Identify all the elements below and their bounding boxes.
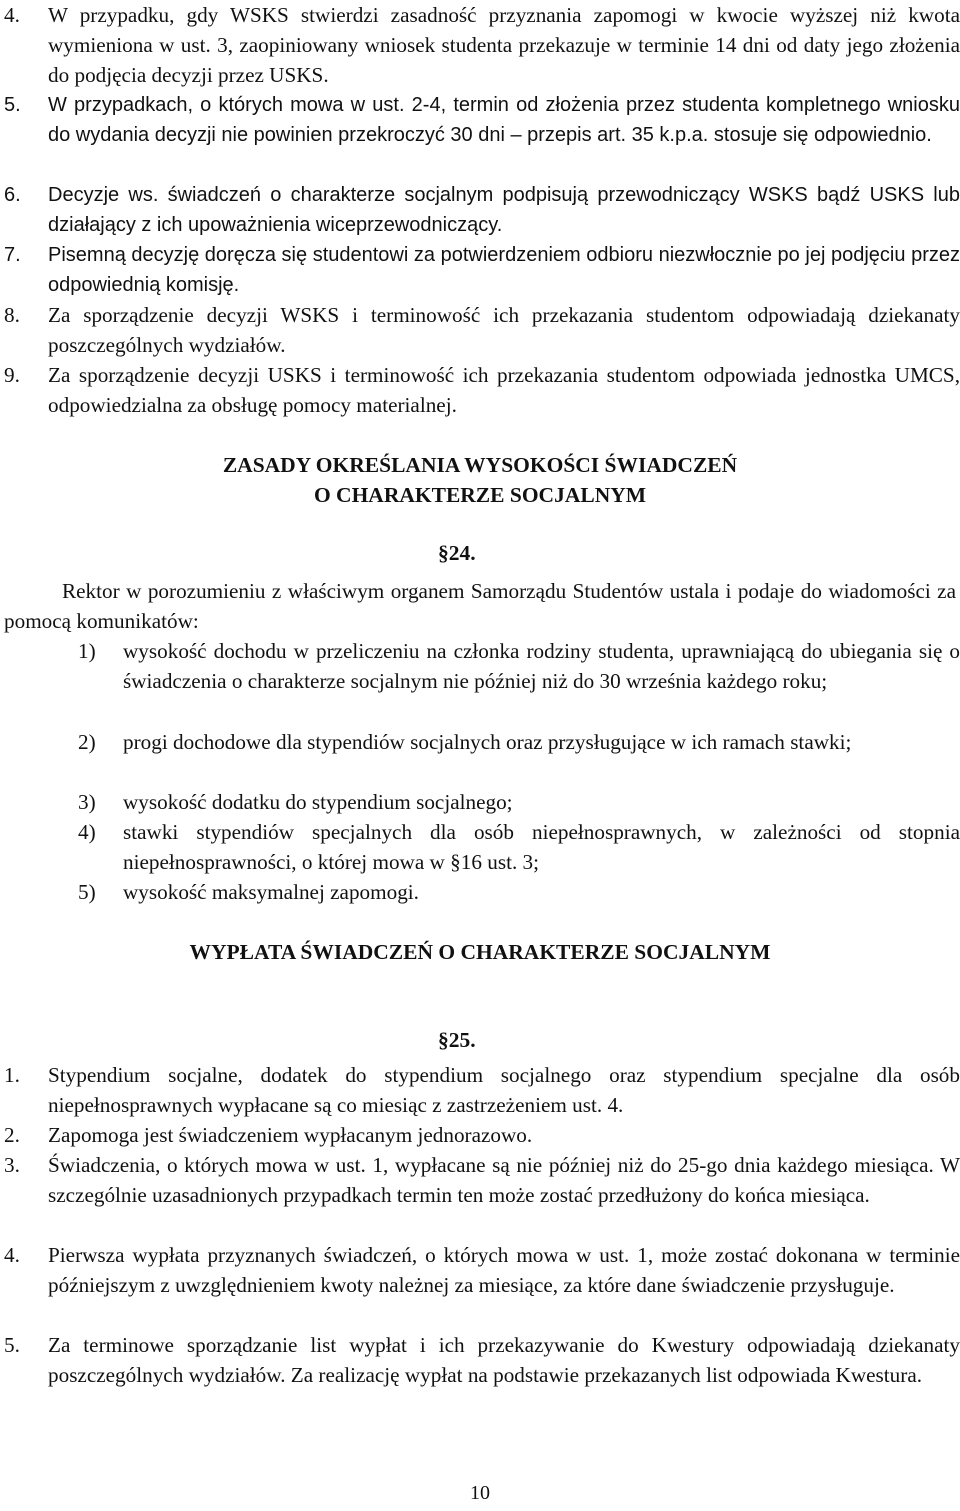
item-number: 1. bbox=[4, 1063, 20, 1087]
item-text: W przypadku, gdy WSKS stwierdzi zasadność przyznania zapomogi w kwocie wyższej niż kwota wymieniona w ust. 3, zaopiniowany wniosek studenta przekazuje w terminie 14 dni od daty jego złożenia do podjęcia decyzji przez USKS. bbox=[48, 3, 960, 87]
sublist-item-2 bbox=[78, 727, 960, 757]
section2-item-5 bbox=[0, 1330, 960, 1390]
item-text: Decyzje ws. świadczeń o charakterze socjalnym podpisują przewodniczący WSKS bądź USKS lub działający z ich upoważnienia wiceprzewodniczący. bbox=[48, 184, 960, 236]
section2-item-4 bbox=[0, 1240, 960, 1300]
item-number: 4) bbox=[78, 820, 96, 844]
section2-heading: WYPŁATA ŚWIADCZEŃ O CHARAKTERZE SOCJALNYM bbox=[189, 940, 771, 964]
item-text: Za terminowe sporządzanie list wypłat i ich przekazywanie do Kwestury odpowiadają dziekanaty poszczególnych wydziałów. Za realizację wypłat na podstawie przekazanych list odpowiada Kwestura. bbox=[48, 1333, 960, 1387]
item-text: Za sporządzenie decyzji USKS i terminowość ich przekazania studentom odpowiada jednostka UMCS, odpowiedzialna za obsługę pomocy materialnej. bbox=[48, 363, 960, 417]
item-text: Pisemną decyzję doręcza się studentowi za potwierdzeniem odbioru niezwłocznie po jej podjęciu przez odpowiednią komisję. bbox=[48, 244, 960, 296]
item-text: W przypadkach, o których mowa w ust. 2-4, termin od złożenia przez studenta kompletnego wniosku do wydania decyzji nie powinien przekroczyć 30 dni – przepis art. 35 k.p.a. stosuje się odpowiednio. bbox=[48, 94, 960, 146]
item-number: 4. bbox=[4, 1243, 20, 1267]
item-number: 2) bbox=[78, 730, 96, 754]
item-text: stawki stypendiów specjalnych dla osób niepełnosprawnych, w zależności od stopnia niepełnosprawności, o której mowa w §16 ust. 3; bbox=[123, 820, 960, 874]
paragraph-sign-25: §25. bbox=[438, 1028, 476, 1052]
list-item-4 bbox=[0, 0, 960, 90]
list-item-8 bbox=[0, 300, 960, 360]
list-item-7 bbox=[0, 240, 960, 300]
item-text: wysokość dodatku do stypendium socjalnego; bbox=[123, 790, 513, 814]
item-number: 3. bbox=[4, 1153, 20, 1177]
item-number: 8. bbox=[4, 303, 20, 327]
list-item-5 bbox=[0, 90, 960, 150]
section2-item-2 bbox=[0, 1120, 960, 1150]
item-number: 6. bbox=[4, 184, 21, 206]
sublist-item-5 bbox=[78, 877, 960, 907]
item-number: 5. bbox=[4, 1333, 20, 1357]
item-text: Pierwsza wypłata przyznanych świadczeń, o których mowa w ust. 1, może zostać dokonana w terminie późniejszym z uwzględnieniem kwoty należnej za miesiące, za które dane świadczenie przysługuje. bbox=[48, 1243, 960, 1297]
section2-item-1 bbox=[0, 1060, 960, 1120]
item-text: Zapomoga jest świadczeniem wypłacanym jednorazowo. bbox=[48, 1123, 533, 1147]
section-heading-line2: O CHARAKTERZE SOCJALNYM bbox=[313, 483, 647, 507]
section-heading-line1: ZASADY OKREŚLANIA WYSOKOŚCI ŚWIADCZEŃ bbox=[222, 453, 738, 477]
list-item-9 bbox=[0, 360, 960, 420]
item-number: 9. bbox=[4, 363, 20, 387]
item-text: Za sporządzenie decyzji WSKS i terminowość ich przekazania studentom odpowiadają dziekanaty poszczególnych wydziałów. bbox=[48, 303, 960, 357]
item-number: 2. bbox=[4, 1123, 20, 1147]
item-number: 4. bbox=[4, 3, 20, 27]
item-number: 3) bbox=[78, 790, 96, 814]
item-text: wysokość dochodu w przeliczeniu na członka rodziny studenta, uprawniającą do ubiegania się o świadczenia o charakterze socjalnym nie później niż do 30 września każdego roku; bbox=[123, 639, 960, 693]
item-text: Świadczenia, o których mowa w ust. 1, wypłacane są nie później niż do 25-go dnia każdego miesiąca. W szczególnie uzasadnionych przypadkach termin ten może zostać przedłużony do końca miesiąca. bbox=[48, 1153, 960, 1207]
list-item-6 bbox=[0, 180, 960, 240]
section2-item-3 bbox=[0, 1150, 960, 1210]
item-number: 1) bbox=[78, 639, 96, 663]
item-text: progi dochodowe dla stypendiów socjalnych oraz przysługujące w ich ramach stawki; bbox=[123, 730, 852, 754]
page-number: 10 bbox=[470, 1482, 490, 1504]
item-number: 7. bbox=[4, 244, 21, 266]
sublist-item-1 bbox=[78, 636, 960, 696]
item-text: Stypendium socjalne, dodatek do stypendium socjalnego oraz stypendium specjalne dla osób niepełnosprawnych wypłacane są co miesiąc z zastrzeżeniem ust. 4. bbox=[48, 1063, 960, 1117]
item-text: wysokość maksymalnej zapomogi. bbox=[123, 880, 419, 904]
sublist-item-3 bbox=[78, 787, 960, 817]
item-number: 5. bbox=[4, 94, 21, 116]
sublist-item-4 bbox=[78, 817, 960, 877]
paragraph-sign-24: §24. bbox=[438, 541, 476, 565]
section1-intro: Rektor w porozumieniu z właściwym organem Samorządu Studentów ustala i podaje do wiadomości za pomocą komunikatów: bbox=[4, 579, 956, 633]
item-number: 5) bbox=[78, 880, 96, 904]
